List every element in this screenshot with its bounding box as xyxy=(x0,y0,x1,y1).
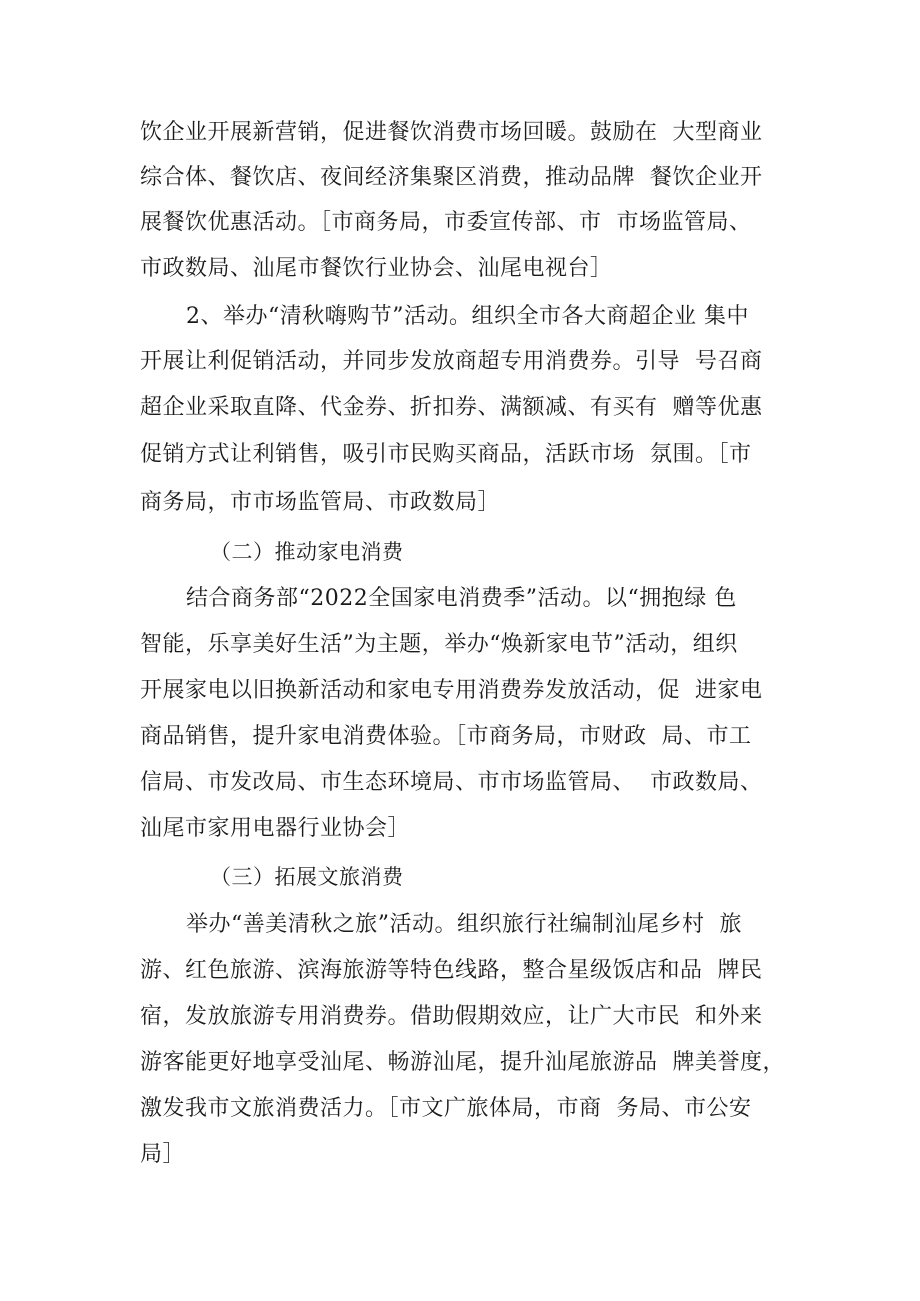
text-line: 展餐饮优惠活动。［市商务局，市委宣传部、市 市场监管局、 xyxy=(140,210,752,235)
text-line: 饮企业开展新营销，促进餐饮消费市场回暖。鼓励在 大型商业 xyxy=(140,120,763,145)
text-line: 激发我市文旅消费活力。［市文广旅体局，市商 务局、市公安 xyxy=(140,1096,752,1121)
text-line: 促销方式让利销售，吸引市民购买商品，活跃市场 氛围。［市 xyxy=(140,442,752,467)
text-line: 智能，乐享美好生活”为主题，举办“焕新家电节”活动，组织 xyxy=(140,632,738,657)
text-line: 结合商务部“2022全国家电消费季”活动。以“拥抱绿 色 xyxy=(186,586,737,611)
text-line: 商品销售，提升家电消费体验。［市商务局，市财政 局、市工 xyxy=(140,724,752,749)
text-line: 开展让利促销活动，并同步发放商超专用消费券。引导 号召商 xyxy=(140,349,763,374)
text-line: 综合体、餐饮店、夜间经济集聚区消费，推动品牌 餐饮企业开 xyxy=(140,165,763,190)
text-line: 2、举办“清秋嗨购节”活动。组织全市各大商超企业 集中 xyxy=(186,304,749,329)
text-line: 宿，发放旅游专用消费券。借助假期效应，让广大市民 和外来 xyxy=(140,1004,763,1029)
text-line: 市政数局、汕尾市餐饮行业协会、汕尾电视台］ xyxy=(140,256,613,281)
text-line: 信局、市发改局、市生态环境局、市市场监管局、 市政数局、 xyxy=(140,770,763,795)
text-line: 汕尾市家用电器行业协会］ xyxy=(140,816,411,841)
section-heading: （三）拓展文旅消费 xyxy=(210,865,404,889)
text-line: 游客能更好地享受汕尾、畅游汕尾，提升汕尾旅游品 牌美誉度， xyxy=(140,1050,785,1075)
section-heading: （二）推动家电消费 xyxy=(210,540,404,564)
text-line: 商务局，市市场监管局、市政数局］ xyxy=(140,490,501,515)
text-line: 开展家电以旧换新活动和家电专用消费券发放活动，促 进家电 xyxy=(140,678,763,703)
text-line: 游、红色旅游、滨海旅游等特色线路，整合星级饭店和品 牌民 xyxy=(140,958,763,983)
text-line: 超企业采取直降、代金券、折扣券、满额减、有买有 赠等优惠 xyxy=(140,395,763,420)
text-line: 举办“善美清秋之旅”活动。组织旅行社编制汕尾乡村 旅 xyxy=(186,912,742,937)
text-line: 局］ xyxy=(140,1142,186,1167)
